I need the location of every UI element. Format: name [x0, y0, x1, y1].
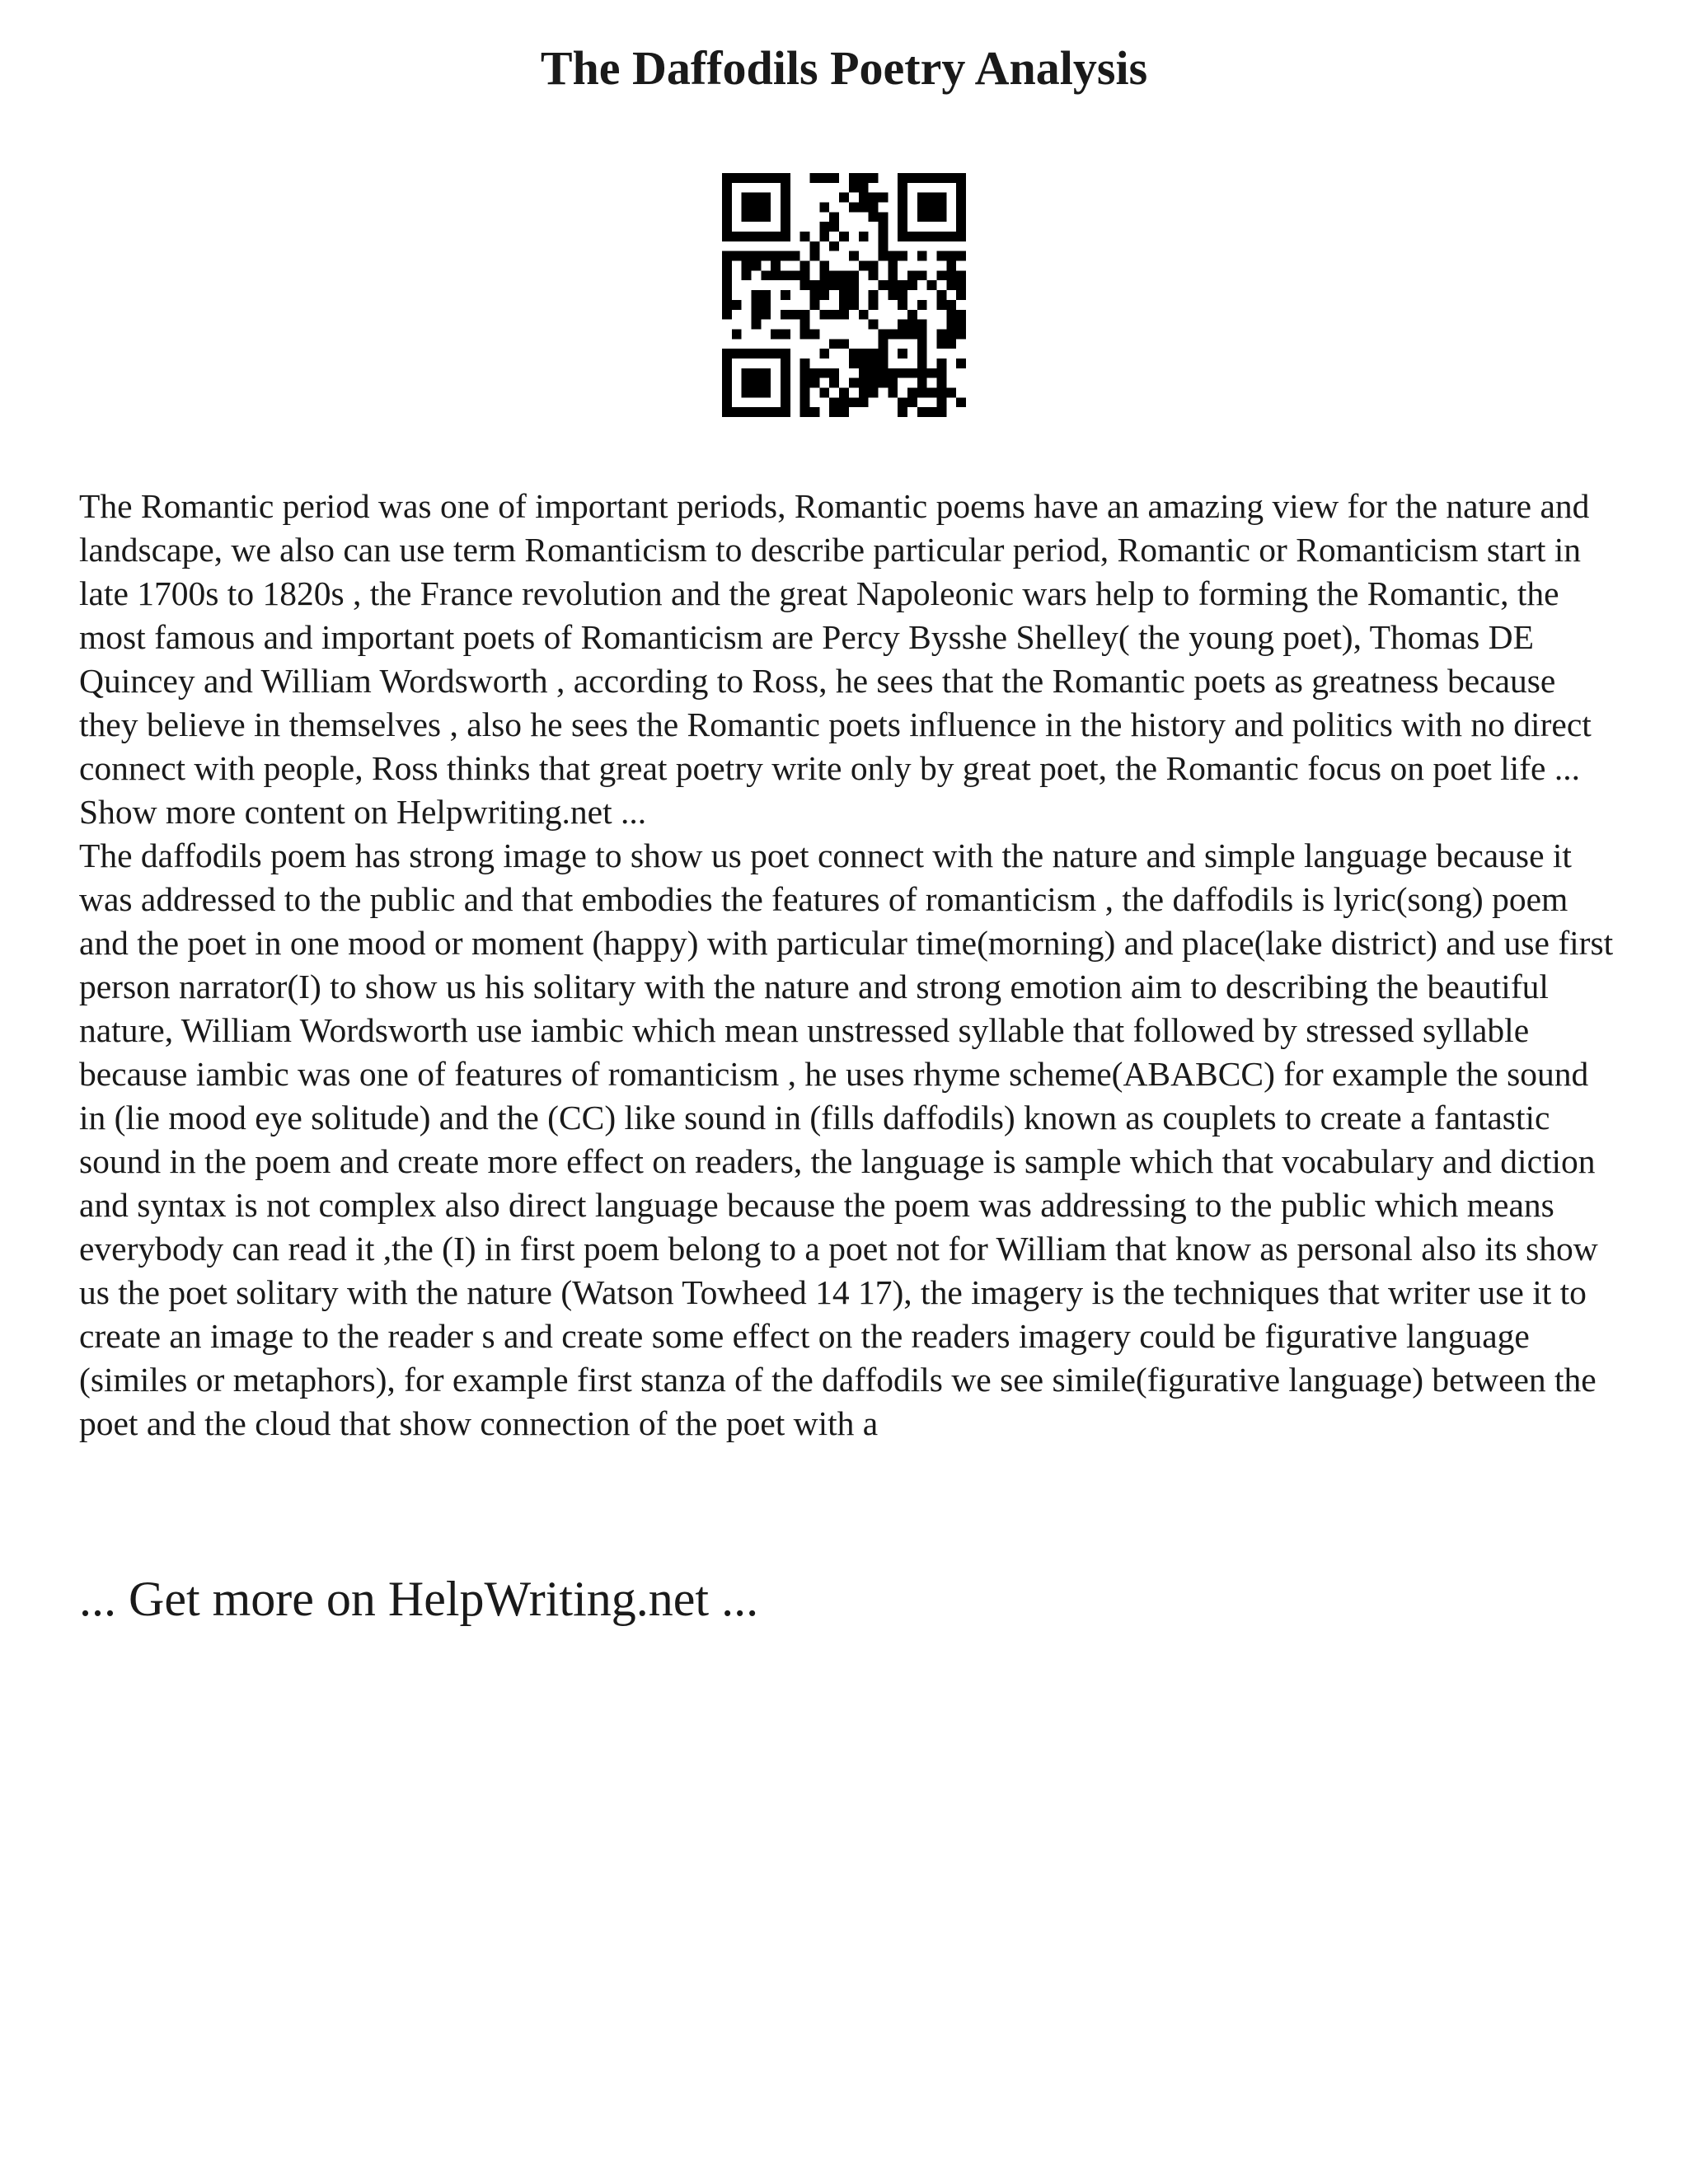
- article-body: [79, 485, 1619, 1446]
- page-title: The Daffodils Poetry Analysis: [540, 41, 1148, 95]
- get-more-link[interactable]: ... Get more on HelpWriting.net ...: [79, 1572, 759, 1626]
- paragraph-1: The Romantic period was one of important periods, Romantic poems have an amazing view for the nature and landscape, we also can use term Romanticism to describe particular period, Romantic or Romanticism start in late 1700s to 1820s , the France revolution and the great Napoleonic wars help to forming the Romantic, the most famous and important poets of Romanticism are Percy Bysshe Shelley( the young poet), Thomas DE Quincey and William Wordsworth , according to Ross, he sees that the Romantic poets as greatness because they believe in themselves , also he sees the Romantic poets influence in the history and politics with no direct connect with people, Ross thinks that great poetry write only by great poet, the Romantic focus on poet life ... Show more content on Helpwriting.net ...: [79, 487, 1592, 831]
- qr-code-icon: [722, 173, 966, 417]
- paragraph-2: The daffodils poem has strong image to show us poet connect with the nature and simple language because it was addressed to the public and that embodies the features of romanticism , the daffodils is lyric(song) poem and the poet in one mood or moment (happy) with particular time(morning) and place(lake district) and use first person narrator(I) to show us his solitary with the nature and strong emotion aim to describing the beautiful nature, William Wordsworth use iambic which mean unstressed syllable that followed by stressed syllable because iambic was one of features of romanticism , he uses rhyme scheme(ABABCC) for example the sound in (lie mood eye solitude) and the (CC) like sound in (fills daffodils) known as couplets to create a fantastic sound in the poem and create more effect on readers, the language is sample which that vocabulary and diction and syntax is not complex also direct language because the poem was addressing to the public which means everybody can read it ,the (I) in first poem belong to a poet not for William that know as personal also its show us the poet solitary with the nature (Watson Towheed 14 17), the imagery is the techniques that writer use it to create an image to the reader s and create some effect on the readers imagery could be figurative language (similes or metaphors), for example first stanza of the daffodils we see simile(figurative language) between the poet and the cloud that show connection of the poet with a: [79, 837, 1614, 1442]
